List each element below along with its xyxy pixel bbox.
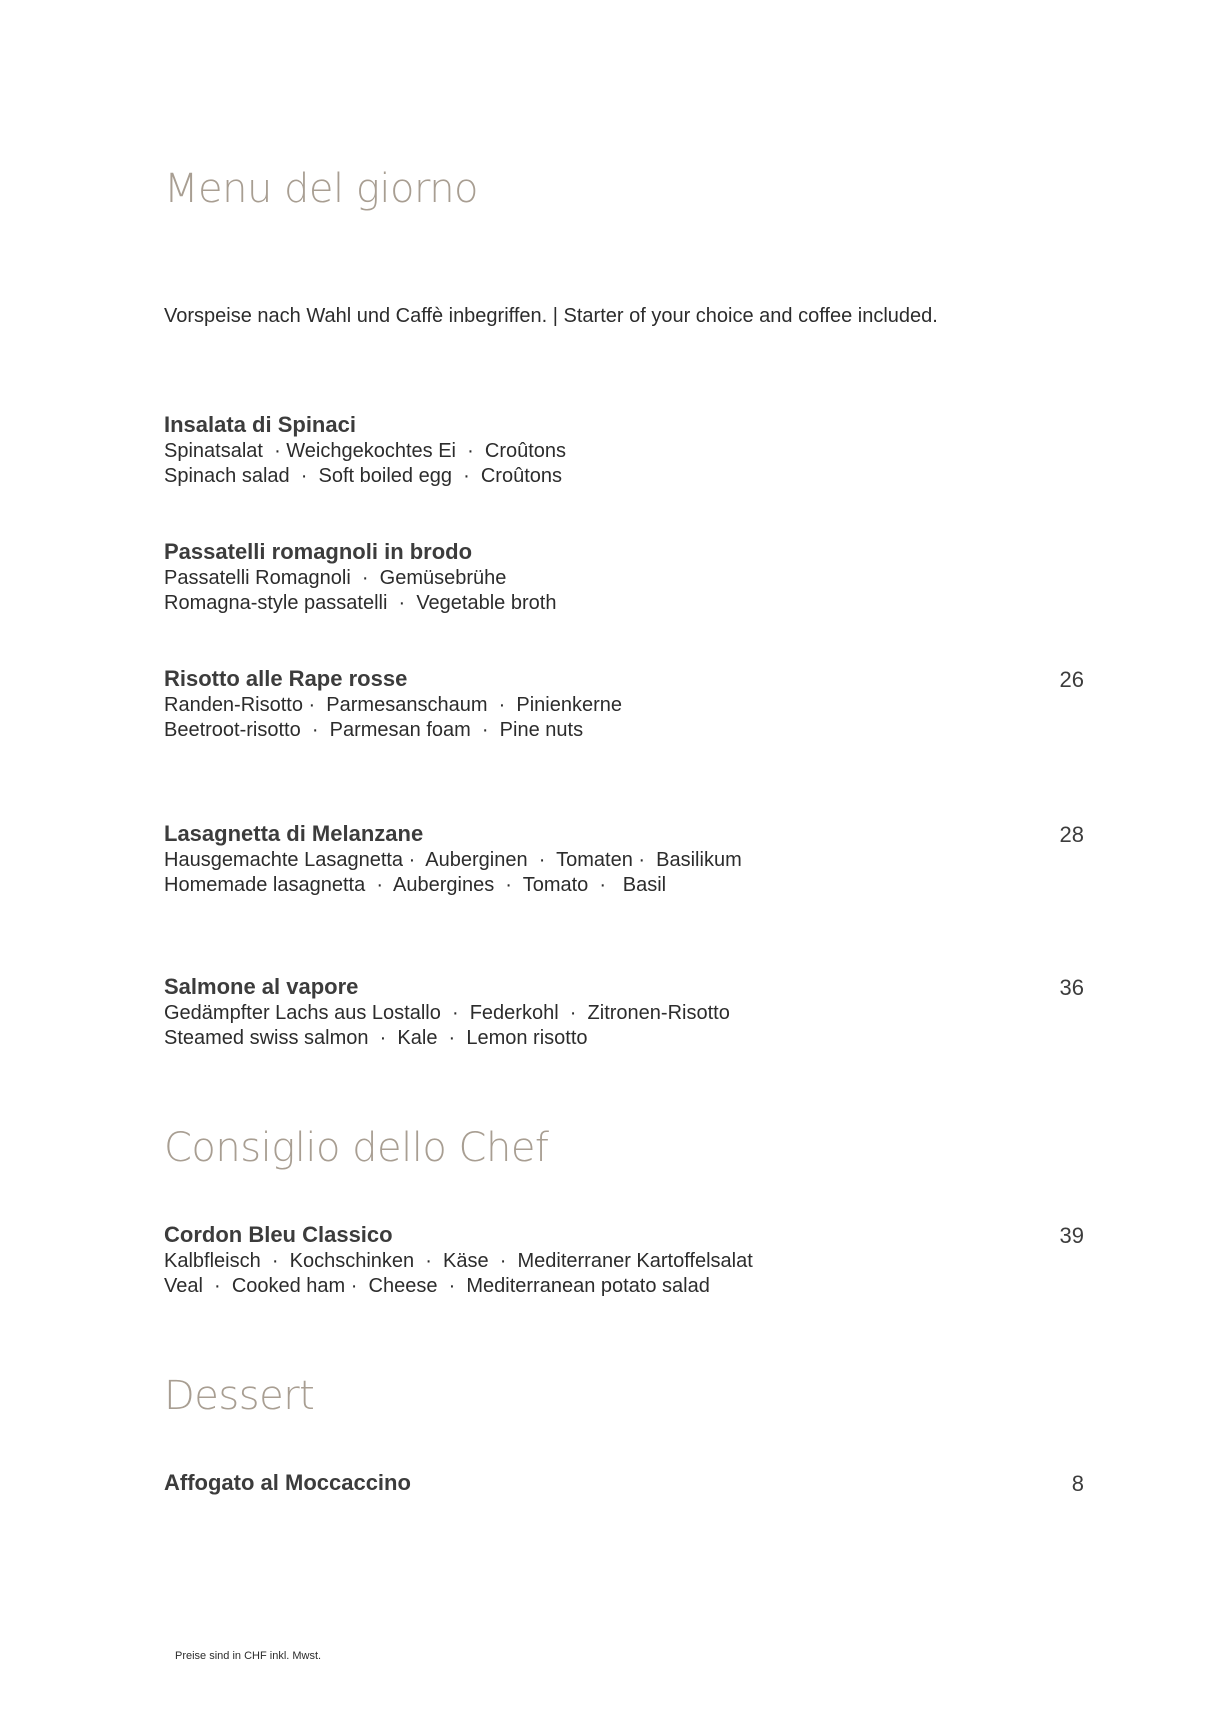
dish-cordon-bleu bbox=[164, 1221, 1084, 1299]
dish-description-de: Hausgemachte Lasagnetta · Auberginen · Tomaten · Basilikum bbox=[164, 849, 742, 871]
dish-name: Affogato al Moccaccino bbox=[164, 1470, 411, 1495]
dish-salmone bbox=[164, 973, 1084, 1051]
dish-price: 36 bbox=[1059, 975, 1084, 1000]
dish-insalata-di-spinaci bbox=[164, 411, 1084, 489]
dish-name: Insalata di Spinaci bbox=[164, 412, 356, 437]
dish-description-de: Gedämpfter Lachs aus Lostallo · Federkohl · Zitronen-Risotto bbox=[164, 1002, 730, 1024]
dish-description-en: Beetroot-risotto · Parmesan foam · Pine nuts bbox=[164, 719, 584, 741]
dish-description-de: Kalbfleisch · Kochschinken · Käse · Mediterraner Kartoffelsalat bbox=[164, 1250, 753, 1272]
dish-price: 28 bbox=[1059, 822, 1084, 847]
dish-price: 8 bbox=[1071, 1471, 1084, 1496]
menu-page bbox=[164, 0, 1084, 1728]
dessert-title: Dessert bbox=[164, 1373, 315, 1419]
dish-lasagnetta bbox=[164, 820, 1084, 898]
dish-price: 26 bbox=[1059, 667, 1084, 692]
dish-description-en: Spinach salad · Soft boiled egg · Croûtons bbox=[164, 465, 563, 487]
dish-description-en: Steamed swiss salmon · Kale · Lemon risotto bbox=[164, 1027, 588, 1049]
price-footnote: Preise sind in CHF inkl. Mwst. bbox=[175, 1650, 322, 1662]
dish-risotto-rape-rosse bbox=[164, 665, 1084, 743]
dish-name: Salmone al vapore bbox=[164, 974, 359, 999]
intro-text: Vorspeise nach Wahl und Caffè inbegriffen. | Starter of your choice and coffee included. bbox=[164, 305, 938, 327]
dish-description-en: Veal · Cooked ham · Cheese · Mediterranean potato salad bbox=[164, 1275, 710, 1297]
dish-name: Lasagnetta di Melanzane bbox=[164, 821, 424, 846]
dish-description-en: Romagna-style passatelli · Vegetable broth bbox=[164, 592, 557, 614]
consiglio-chef-title: Consiglio dello Chef bbox=[164, 1125, 549, 1171]
dish-passatelli bbox=[164, 538, 1084, 616]
dish-affogato bbox=[164, 1469, 1084, 1497]
dish-name: Risotto alle Rape rosse bbox=[164, 666, 408, 691]
dish-price: 39 bbox=[1059, 1223, 1084, 1248]
menu-del-giorno-title: Menu del giorno bbox=[164, 166, 479, 212]
dish-description-de: Passatelli Romagnoli · Gemüsebrühe bbox=[164, 567, 507, 589]
dish-description-de: Randen-Risotto · Parmesanschaum · Pinienkerne bbox=[164, 694, 622, 716]
dish-name: Cordon Bleu Classico bbox=[164, 1222, 393, 1247]
dish-name: Passatelli romagnoli in brodo bbox=[164, 539, 473, 564]
dish-description-en: Homemade lasagnetta · Aubergines · Tomato · Basil bbox=[164, 874, 667, 896]
dish-description-de: Spinatsalat · Weichgekochtes Ei · Croûtons bbox=[164, 440, 567, 462]
